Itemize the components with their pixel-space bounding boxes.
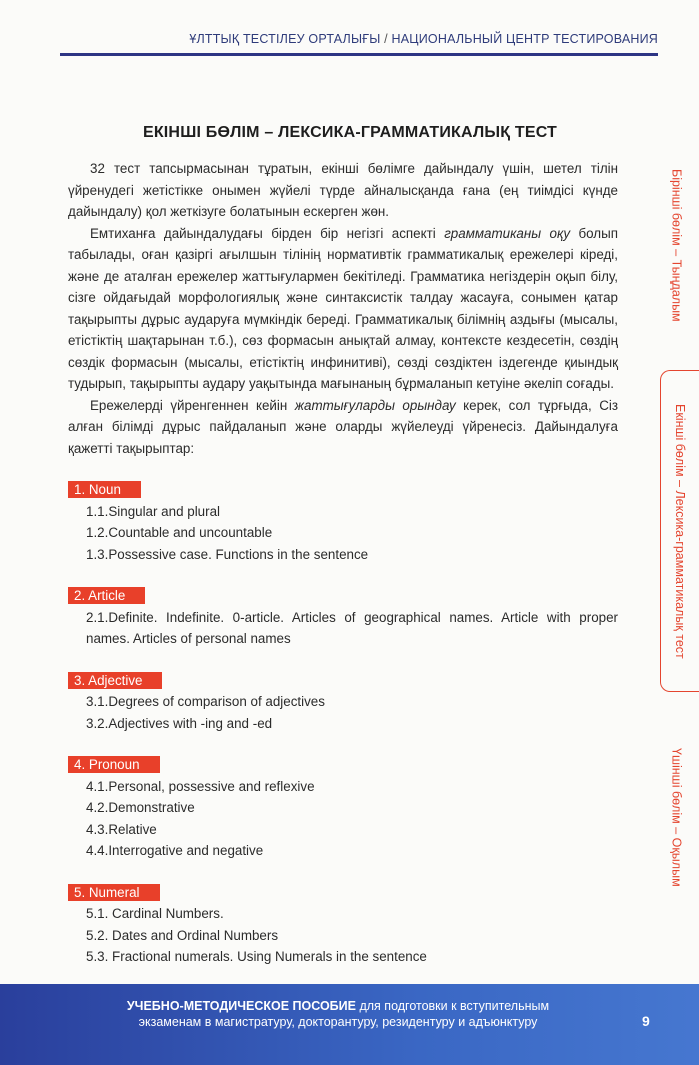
section-tag: 4. Pronoun xyxy=(68,756,160,773)
header-left: ҰЛТТЫҚ ТЕСТІЛЕУ ОРТАЛЫҒЫ xyxy=(189,32,381,46)
list-item: 1.2.Countable and uncountable xyxy=(86,525,273,540)
tab-lexical-grammar[interactable] xyxy=(660,370,699,692)
tab-label: Бірінші бөлім – Тыңдалым xyxy=(669,168,684,322)
list-item: 5.3. Fractional numerals. Using Numerals in the sentence xyxy=(86,949,427,964)
section-tag: 2. Article xyxy=(68,587,145,604)
section-tag: 3. Adjective xyxy=(68,672,162,689)
list-item: 4.2.Demonstrative xyxy=(86,800,195,815)
footer-line1: для подготовки к вступительным xyxy=(359,999,550,1013)
section-tag: 5. Numeral xyxy=(68,884,160,901)
section-pronoun xyxy=(68,754,618,862)
header-separator: / xyxy=(384,32,388,46)
list-item: 5.2. Dates and Ordinal Numbers xyxy=(86,927,279,943)
paragraph-2: Емтиханға дайындалудағы бірден бір негізгі аспекті грамматиканы оқу болып табылады, оған қазіргі ағылшын тілінің нормативтік грамматикалық ережелері кіреді, және де аталған ережелер жаттығулармен бекітіледі. Грамматика негіздерін оқып білу, сізге ойдағыдай морфологиялық және синтаксистік талдау жасауға, сонымен қатар тақырыпты дұрыс аударуға мүмкіндік береді. Грамматикалық білімнің аздығы (мысалы, етістіктің шақтарынан т.б.), сөз формасын анықтай алмау, контексте кездесетін, сөздің сөздік формасын (мысалы, етістіктің инфинитиві), сөзді сөздіктен іздегенде қиындық тудырып, тақырыпты аудару уақытында мағынаның бұрмаланып кетуіне әкеліп соғады. xyxy=(68,225,618,391)
section-numeral xyxy=(68,882,618,968)
footer-line2: экзаменам в магистратуру, докторантуру, резидентуру и адъюнктуру xyxy=(138,1015,538,1029)
list-item: 4.1.Personal, possessive and reflexive xyxy=(86,778,315,794)
section-tag: 1. Noun xyxy=(68,481,141,498)
emphasis-grammar: грамматиканы оқу xyxy=(444,225,571,241)
list-item: 1.3.Possessive case. Functions in the sentence xyxy=(86,546,369,562)
side-tabs xyxy=(654,100,699,940)
list-item: 2.1.Definite. Indefinite. 0-article. Articles of geographical names. Article with proper names. Articles of personal names xyxy=(86,609,618,646)
list-item: 3.2.Adjectives with -ing and -ed xyxy=(86,715,273,731)
main-content xyxy=(68,158,618,968)
list-item: 3.1.Degrees of comparison of adjectives xyxy=(86,694,325,709)
tab-reading[interactable] xyxy=(654,705,699,930)
list-item: 4.3.Relative xyxy=(86,821,157,837)
tab-label: Екінші бөлім – Лексика-грамматикалық тест xyxy=(673,403,687,659)
section-noun xyxy=(68,479,618,565)
list-item: 5.1. Cardinal Numbers. xyxy=(86,906,224,921)
list-item: 4.4.Interrogative and negative xyxy=(86,843,264,858)
tab-label: Үшінші бөлім – Оқылым xyxy=(669,748,684,887)
footer-bold: УЧЕБНО-МЕТОДИЧЕСКОЕ ПОСОБИЕ xyxy=(126,999,356,1013)
page-title: ЕКІНШІ БӨЛІМ – ЛЕКСИКА-ГРАММАТИКАЛЫҚ ТЕСТ xyxy=(142,124,558,141)
tab-listening[interactable] xyxy=(654,130,699,360)
paragraph-1: 32 тест тапсырмасынан тұратын, екінші бөлімге дайындалу үшін, шетел тілін үйренудегі жетістікке онымен жүйелі түрде айналысқанда ғана (ең тиімдісі күнде дайындалу) қол жеткізуге болатынын ескерген жөн. xyxy=(68,161,618,219)
list-item: 1.1.Singular and plural xyxy=(86,503,220,519)
footer-text xyxy=(78,998,598,1030)
paragraph-3: Ережелерді үйренгеннен кейін жаттығуларды орындау керек, сол тұрғыда, Сіз алған білімді дұрыс пайдаланып және оларды жүйелеуді үйренесіз. Дайындалуға қажетті тақырыптар: xyxy=(68,397,618,456)
emphasis-exercises: жаттығуларды орындау xyxy=(294,397,456,413)
section-article xyxy=(68,585,618,650)
header-right: НАЦИОНАЛЬНЫЙ ЦЕНТР ТЕСТИРОВАНИЯ xyxy=(391,32,658,46)
page-header xyxy=(0,32,658,46)
section-adjective xyxy=(68,670,618,735)
header-rule xyxy=(60,53,658,56)
page-number: 9 xyxy=(642,1013,650,1029)
page-footer xyxy=(0,984,699,1065)
